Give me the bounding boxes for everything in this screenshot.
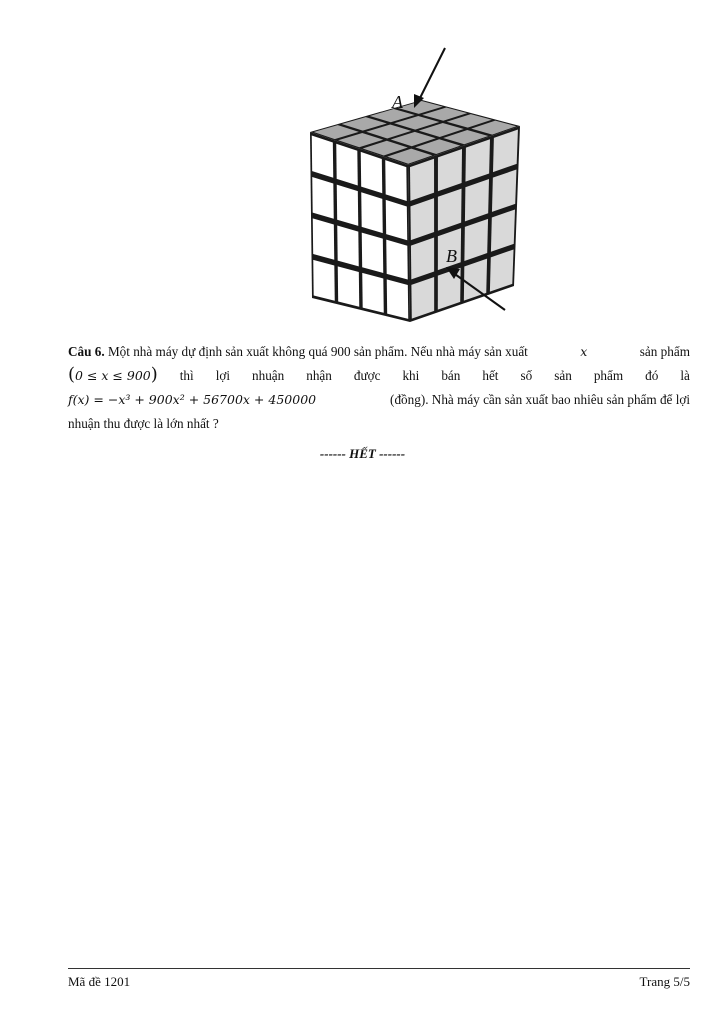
variable-x: x <box>580 344 588 359</box>
question-word: số <box>520 368 533 383</box>
cube-left-sticker <box>337 185 359 226</box>
question-word: sản <box>554 368 572 383</box>
question-number: Câu 6. <box>68 344 105 359</box>
cube-left-sticker <box>361 192 383 233</box>
cube-left-sticker <box>336 144 358 186</box>
question-word: nhuận <box>252 368 285 383</box>
cube-left-sticker <box>313 218 335 259</box>
cube-left-sticker <box>385 160 407 201</box>
label-b: B <box>446 246 457 266</box>
question-word: nhận <box>306 368 332 383</box>
label-a: A <box>392 92 403 112</box>
question-word: được <box>353 368 381 383</box>
question-word: đó <box>645 368 659 383</box>
question-line-2 <box>68 364 690 388</box>
end-mark: ------ HẾT ------ <box>319 446 406 461</box>
question-6 <box>68 340 690 436</box>
question-line-4 <box>68 412 690 436</box>
cube-left-sticker <box>362 233 384 273</box>
cube-left-sticker <box>387 279 409 318</box>
question-word: hết <box>482 368 499 383</box>
cube-left-sticker <box>312 177 334 219</box>
cube-left-sticker <box>338 266 360 306</box>
question-text-1-end: sản phẩm <box>639 344 690 359</box>
question-line-3 <box>68 388 690 412</box>
footer-divider <box>68 968 690 969</box>
cube-left-sticker <box>361 152 383 193</box>
cube-left-sticker <box>362 273 384 313</box>
profit-formula: f(x) = −x³ + 900x² + 56700x + 450000 <box>68 392 317 407</box>
question-word: lợi <box>215 368 230 383</box>
exam-code: Mã đề 1201 <box>68 974 131 989</box>
question-word: bán <box>441 368 461 383</box>
question-line-1 <box>68 340 690 364</box>
rubik-cube-figure <box>300 40 530 330</box>
cube-left-sticker <box>313 260 335 301</box>
question-text-4: nhuận thu được là lớn nhất ? <box>68 416 219 431</box>
arrow-a-line <box>418 48 445 102</box>
cube-left-sticker <box>337 225 359 266</box>
condition-expression: (0 ≤ x ≤ 900) <box>68 364 158 385</box>
question-word: phẩm <box>593 368 624 383</box>
page-number: Trang 5/5 <box>639 974 690 989</box>
question-text-1: Một nhà máy dự định sản xuất không quá 900 sản phẩm. Nếu nhà máy sản xuất <box>107 344 528 359</box>
question-text-3: (đồng). Nhà máy cần sản xuất bao nhiêu sản phẩm để lợi <box>390 392 690 407</box>
cube-left-sticker <box>312 135 334 177</box>
cube-left-sticker <box>386 200 408 240</box>
question-word: là <box>680 368 690 383</box>
question-word: khi <box>402 368 420 383</box>
cube-left-sticker <box>386 240 408 280</box>
question-word: thì <box>179 368 194 383</box>
